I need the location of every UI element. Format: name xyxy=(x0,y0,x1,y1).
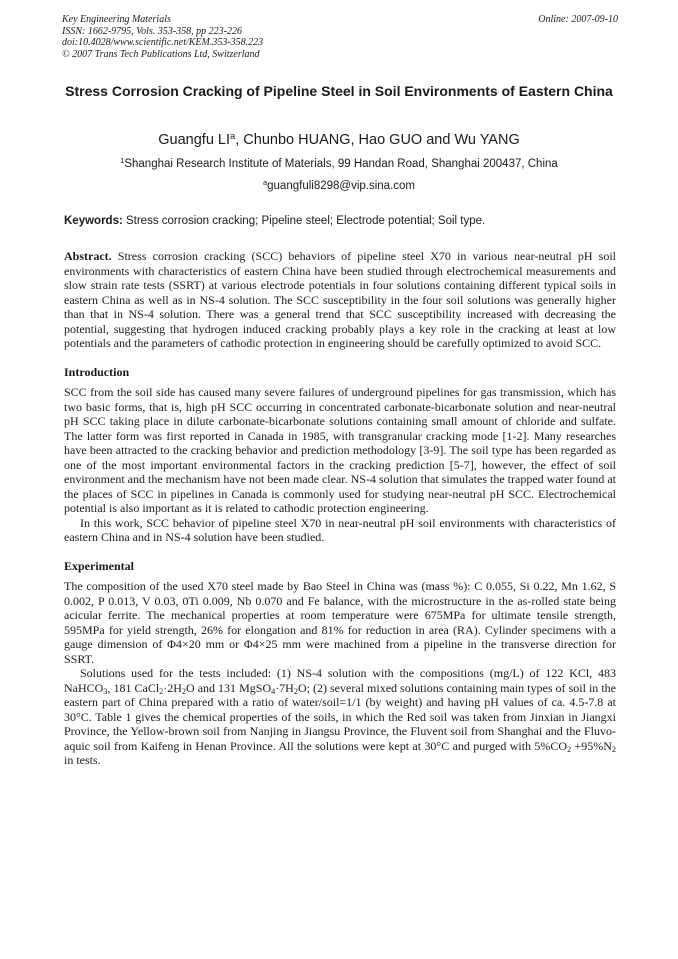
introduction-paragraph-1: SCC from the soil side has caused many severe failures of underground pipelines for gas transmission, which has two basic forms, that is, high pH SCC occurring in concentrated carbonate-bicarbonate solution and near-neutral pH SCC taking place in dilute carbonate-bicarbonate solutions containing small amount of chloride and sulfate. The latter form was first reported in Canada in 1985, with transgranular cracking mode [1-2]. Many researches have been attracted to the cracking behavior and prediction methodology [3-9]. The soil type has been regarded as one of the most important environmental factors in the cracking prediction [5-7], however, the effect of soil environment and the mechanism have not been made clear. NS-4 solution that simulates the trapped water found at the places of SCC in pipelines in Canada is commonly used for studying near-neutral pH SCC. Electrochemical potential is also important as it is related to cathodic protection engineering. xyxy=(64,385,616,515)
author-first-sup: a xyxy=(230,129,236,141)
introduction-heading: Introduction xyxy=(64,364,130,379)
exp-p2-sub-3: 2 xyxy=(181,686,186,696)
paper-title: Stress Corrosion Cracking of Pipeline Steel in Soil Environments of Eastern China xyxy=(65,83,613,99)
exp-p2-seg-d: O and 131 MgSO xyxy=(185,680,272,695)
affiliation-text: Shanghai Research Institute of Materials, 99 Handan Road, Shanghai 200437, China xyxy=(124,158,558,170)
experimental-paragraph-1: The composition of the used X70 steel made by Bao Steel in China was (mass %): C 0.055, Si 0.22, Mn 1.62, S 0.002, P 0.013, V 0.03, 0Ti 0.009, Nb 0.070 and Fe balance, with the microstructure in the as-rolled state being acicular ferrite. The mechanical properties at room temperature were 675MPa for ultimate tensile strength, 595MPa for yield strength, 26% for elongation and 81% for reduction in area (RA). Cylinder specimens with a gauge dimension of Φ4×20 mm or Φ4×25 mm were machined from a pipeline in the transverse direction for SSRT. xyxy=(64,579,616,666)
exp-p2-seg-f: O; (2) several mixed solutions containing main types of soil in the eastern part of China prepared with a ratio of water/soil=1/1 (by weight) and having pH values of ca. 4.5-7.8 at 30°C. Table 1 gives the chemical properties of the soils, in which the Red soil was taken from Jinxian in Jiangxi Province, the Yellow-brown soil from Nanjing in Jiangsu Province, the Fluvent soil from Shanghai and the Fluvo-aquic soil from Kaifeng in Henan Province. All the solutions were kept at 30°C and purged with 5%CO xyxy=(64,680,616,753)
exp-p2-sub-2: 2 xyxy=(159,686,164,696)
email-text[interactable]: guangfuli8298@vip.sina.com xyxy=(267,180,415,192)
exp-p2-seg-c: ·2H xyxy=(163,680,182,695)
exp-p2-sub-7: 2 xyxy=(611,744,616,754)
keywords-label: Keywords: xyxy=(64,215,123,227)
author-rest: , Chunbo HUANG, Hao GUO and Wu YANG xyxy=(235,132,520,148)
online-date: Online: 2007-09-10 xyxy=(538,14,618,25)
exp-p2-seg-b: , 181 CaCl xyxy=(107,680,160,695)
experimental-paragraph-2 xyxy=(64,666,616,768)
keywords xyxy=(64,213,616,229)
abstract xyxy=(64,249,616,351)
exp-p2-sub-4: 4 xyxy=(271,686,276,696)
author-email xyxy=(64,178,614,194)
abstract-text: Stress corrosion cracking (SCC) behaviors of pipeline steel X70 in various near-neutral pH soil environments with characteristics of eastern China have been studied through electrochemical measurements and slow strain rate tests (SSRT) at various electrode potentials in four solutions containing different typical soils in eastern China as well as in NS-4 solution. The SCC susceptibility in the four soil solutions was generally higher than that in NS-4 solution. There was a general trend that SCC susceptibility increased with decreasing the potential, suggesting that hydrogen induced cracking probably plays a key role in the cracking at least at low potentials and the parameters of cathodic protection in engineering should be carefully optimized to avoid SCC. xyxy=(64,249,616,350)
journal-name: Key Engineering Materials xyxy=(62,14,171,25)
experimental-heading: Experimental xyxy=(64,558,134,573)
exp-p2-seg-a: Solutions used for the tests included: (1) NS-4 solution with the compositions (mg/L) of 122 KCl, 483 NaHCO xyxy=(64,666,616,695)
doi-line[interactable]: doi:10.4028/www.scientific.net/KEM.353-358.223 xyxy=(62,37,264,48)
copyright-line: © 2007 Trans Tech Publications Ltd, Switzerland xyxy=(62,48,260,60)
author-first: Guangfu LI xyxy=(158,132,231,148)
exp-p2-seg-e: ·7H xyxy=(275,680,294,695)
exp-p2-seg-h: in tests. xyxy=(64,753,101,767)
abstract-label: Abstract. xyxy=(64,249,112,263)
affiliation xyxy=(64,156,614,172)
introduction-paragraph-2: In this work, SCC behavior of pipeline steel X70 in near-neutral pH soil environments with characteristics of eastern China and in NS-4 solution have been studied. xyxy=(64,515,616,544)
paper-body xyxy=(64,249,616,768)
journal-info xyxy=(62,14,263,60)
author-list xyxy=(64,131,614,149)
exp-p2-sub-1: 3 xyxy=(103,686,108,696)
email-sup: a xyxy=(262,177,268,187)
affiliation-sup: 1 xyxy=(120,155,125,165)
keywords-text: Stress corrosion cracking; Pipeline steel; Electrode potential; Soil type. xyxy=(122,215,486,227)
issn-line: ISSN: 1662-9795, Vols. 353-358, pp 223-226 xyxy=(62,25,242,37)
exp-p2-sub-5: 2 xyxy=(293,686,298,696)
exp-p2-sub-6: 2 xyxy=(567,744,572,754)
exp-p2-seg-g: +95%N xyxy=(571,738,612,753)
